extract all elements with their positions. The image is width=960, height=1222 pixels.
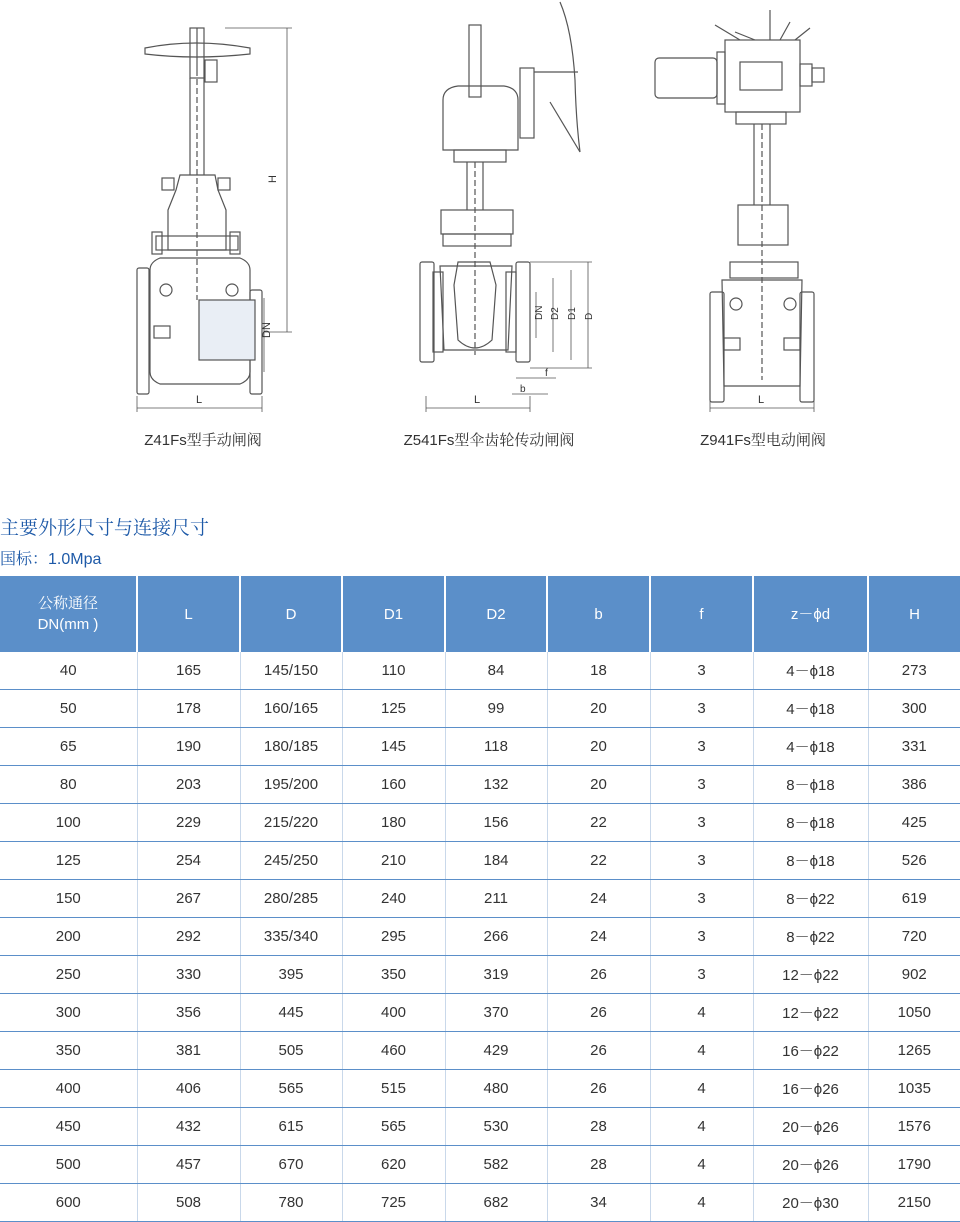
table-cell: 319 (445, 956, 547, 994)
table-cell: 190 (137, 728, 240, 766)
table-row (0, 728, 960, 766)
table-cell: 12－ϕ22 (753, 956, 868, 994)
table-cell: 132 (445, 766, 547, 804)
table-cell: 245/250 (240, 842, 342, 880)
table-cell: 508 (137, 1184, 240, 1222)
table-cell: 20－ϕ26 (753, 1146, 868, 1184)
table-cell: 1050 (868, 994, 960, 1032)
valve-drawings-svg (0, 0, 960, 470)
table-cell: 100 (0, 804, 137, 842)
table-cell: 180 (342, 804, 445, 842)
table-cell: 582 (445, 1146, 547, 1184)
table-cell: 266 (445, 918, 547, 956)
table-cell: 356 (137, 994, 240, 1032)
table-cell: 178 (137, 690, 240, 728)
table-cell: 16－ϕ26 (753, 1070, 868, 1108)
table-header-row (0, 576, 960, 652)
table-cell: 24 (547, 880, 650, 918)
table-cell: 400 (0, 1070, 137, 1108)
table-cell: 3 (650, 690, 753, 728)
table-cell: 530 (445, 1108, 547, 1146)
table-cell: 1576 (868, 1108, 960, 1146)
table-cell: 110 (342, 652, 445, 690)
col-header-dn-text: 公称通径 DN(mm ) (37, 595, 99, 633)
table-cell: 20 (547, 766, 650, 804)
table-cell: 429 (445, 1032, 547, 1070)
table-cell: 565 (342, 1108, 445, 1146)
dim-label-b: b (520, 384, 526, 395)
table-cell: 350 (342, 956, 445, 994)
table-cell: 118 (445, 728, 547, 766)
section-title: 主要外形尺寸与连接尺寸 (0, 518, 210, 539)
table-row (0, 956, 960, 994)
bevel-gear-gate-valve-drawing (420, 2, 592, 412)
table-cell: 331 (868, 728, 960, 766)
table-cell: 4 (650, 1108, 753, 1146)
col-header-d: D (240, 576, 342, 652)
table-body (0, 652, 960, 1222)
table-row (0, 1108, 960, 1146)
table-cell: 20 (547, 728, 650, 766)
table-cell: 8－ϕ18 (753, 766, 868, 804)
table-cell: 28 (547, 1108, 650, 1146)
table-cell: 215/220 (240, 804, 342, 842)
table-cell: 400 (342, 994, 445, 1032)
table-cell: 267 (137, 880, 240, 918)
table-cell: 26 (547, 994, 650, 1032)
table-cell: 8－ϕ18 (753, 842, 868, 880)
table-cell: 4 (650, 1070, 753, 1108)
table-cell: 26 (547, 1032, 650, 1070)
table-cell: 273 (868, 652, 960, 690)
table-cell: 3 (650, 804, 753, 842)
table-cell: 682 (445, 1184, 547, 1222)
dim-label-dn2: DN (534, 305, 545, 320)
table-cell: 2150 (868, 1184, 960, 1222)
table-cell: 350 (0, 1032, 137, 1070)
table-cell: 125 (342, 690, 445, 728)
dim-label-d1: D1 (567, 307, 578, 320)
table-cell: 50 (0, 690, 137, 728)
table-cell: 210 (342, 842, 445, 880)
table-cell: 12－ϕ22 (753, 994, 868, 1032)
table-cell: 20－ϕ30 (753, 1184, 868, 1222)
table-cell: 195/200 (240, 766, 342, 804)
table-cell: 34 (547, 1184, 650, 1222)
table-cell: 3 (650, 728, 753, 766)
table-cell: 406 (137, 1070, 240, 1108)
dim-label-l2: L (474, 394, 481, 406)
table-cell: 160/165 (240, 690, 342, 728)
table-cell: 203 (137, 766, 240, 804)
table-cell: 725 (342, 1184, 445, 1222)
table-row (0, 918, 960, 956)
caption-electric-valve: Z941Fs型电动闸阀 (700, 432, 826, 449)
table-cell: 3 (650, 918, 753, 956)
table-cell: 145/150 (240, 652, 342, 690)
table-cell: 3 (650, 652, 753, 690)
table-cell: 28 (547, 1146, 650, 1184)
table-cell: 1790 (868, 1146, 960, 1184)
table-cell: 445 (240, 994, 342, 1032)
caption-bevel-gear-valve: Z541Fs型伞齿轮传动闸阀 (403, 432, 575, 449)
table-cell: 335/340 (240, 918, 342, 956)
col-header-l: L (137, 576, 240, 652)
table-cell: 180/185 (240, 728, 342, 766)
table-cell: 1035 (868, 1070, 960, 1108)
table-cell: 254 (137, 842, 240, 880)
table-cell: 84 (445, 652, 547, 690)
col-header-b: b (547, 576, 650, 652)
table-cell: 295 (342, 918, 445, 956)
table-cell: 125 (0, 842, 137, 880)
table-cell: 720 (868, 918, 960, 956)
table-cell: 670 (240, 1146, 342, 1184)
table-cell: 4 (650, 1032, 753, 1070)
table-cell: 240 (342, 880, 445, 918)
table-cell: 99 (445, 690, 547, 728)
table-cell: 330 (137, 956, 240, 994)
table-cell: 4 (650, 994, 753, 1032)
caption-manual-valve: Z41Fs型手动闸阀 (144, 432, 262, 449)
table-cell: 292 (137, 918, 240, 956)
dim-label-h: H (267, 175, 279, 183)
table-cell: 16－ϕ22 (753, 1032, 868, 1070)
table-cell: 26 (547, 1070, 650, 1108)
table-row (0, 1070, 960, 1108)
valve-drawings (0, 0, 960, 470)
col-header-h: H (868, 576, 960, 652)
table-row (0, 1184, 960, 1222)
table-cell: 300 (0, 994, 137, 1032)
dim-label-l: L (196, 394, 203, 406)
table-cell: 902 (868, 956, 960, 994)
table-cell: 450 (0, 1108, 137, 1146)
table-cell: 4 (650, 1184, 753, 1222)
table-cell: 80 (0, 766, 137, 804)
table-row (0, 1146, 960, 1184)
table-cell: 3 (650, 880, 753, 918)
table-cell: 8－ϕ18 (753, 804, 868, 842)
table-cell: 211 (445, 880, 547, 918)
dim-label-l3: L (758, 394, 765, 406)
table-cell: 505 (240, 1032, 342, 1070)
table-cell: 370 (445, 994, 547, 1032)
table-row (0, 804, 960, 842)
table-cell: 500 (0, 1146, 137, 1184)
table-cell: 386 (868, 766, 960, 804)
table-row (0, 766, 960, 804)
table-cell: 165 (137, 652, 240, 690)
table-cell: 8－ϕ22 (753, 880, 868, 918)
col-header-bolt-holes: z－ϕd (753, 576, 868, 652)
table-cell: 395 (240, 956, 342, 994)
table-cell: 26 (547, 956, 650, 994)
table-cell: 20－ϕ26 (753, 1108, 868, 1146)
standard-label: 国标：1.0Mpa (0, 551, 102, 568)
col-header-d2: D2 (445, 576, 547, 652)
table-row (0, 1032, 960, 1070)
dim-label-d: D (584, 312, 595, 320)
table-cell: 1265 (868, 1032, 960, 1070)
table-cell: 3 (650, 842, 753, 880)
table-cell: 460 (342, 1032, 445, 1070)
table-cell: 22 (547, 842, 650, 880)
table-cell: 200 (0, 918, 137, 956)
table-cell: 3 (650, 766, 753, 804)
table-row (0, 842, 960, 880)
table-cell: 480 (445, 1070, 547, 1108)
table-cell: 40 (0, 652, 137, 690)
table-cell: 145 (342, 728, 445, 766)
table-cell: 4－ϕ18 (753, 690, 868, 728)
table-cell: 160 (342, 766, 445, 804)
dim-label-dn: DN (261, 322, 273, 338)
dim-label-f: f (545, 368, 548, 379)
table-cell: 381 (137, 1032, 240, 1070)
table-cell: 425 (868, 804, 960, 842)
table-cell: 565 (240, 1070, 342, 1108)
col-header-f: f (650, 576, 753, 652)
table-row (0, 880, 960, 918)
table-cell: 156 (445, 804, 547, 842)
table-row (0, 652, 960, 690)
table-cell: 150 (0, 880, 137, 918)
table-cell: 615 (240, 1108, 342, 1146)
table-cell: 600 (0, 1184, 137, 1222)
table-cell: 4 (650, 1146, 753, 1184)
table-cell: 22 (547, 804, 650, 842)
table-cell: 250 (0, 956, 137, 994)
table-cell: 457 (137, 1146, 240, 1184)
dimension-table (0, 576, 960, 1222)
table-cell: 4－ϕ18 (753, 728, 868, 766)
table-cell: 18 (547, 652, 650, 690)
table-cell: 229 (137, 804, 240, 842)
table-cell: 4－ϕ18 (753, 652, 868, 690)
table-cell: 780 (240, 1184, 342, 1222)
table-cell: 526 (868, 842, 960, 880)
col-header-dn (0, 576, 137, 652)
col-header-d1: D1 (342, 576, 445, 652)
table-cell: 515 (342, 1070, 445, 1108)
manual-gate-valve-drawing (137, 28, 292, 412)
table-cell: 184 (445, 842, 547, 880)
table-cell: 65 (0, 728, 137, 766)
dim-label-d2: D2 (550, 307, 561, 320)
table-cell: 3 (650, 956, 753, 994)
table-cell: 619 (868, 880, 960, 918)
table-row (0, 994, 960, 1032)
table-cell: 300 (868, 690, 960, 728)
electric-gate-valve-drawing (655, 10, 824, 412)
table-row (0, 690, 960, 728)
table-cell: 24 (547, 918, 650, 956)
table-cell: 432 (137, 1108, 240, 1146)
table-cell: 620 (342, 1146, 445, 1184)
table-cell: 20 (547, 690, 650, 728)
table-cell: 8－ϕ22 (753, 918, 868, 956)
table-cell: 280/285 (240, 880, 342, 918)
